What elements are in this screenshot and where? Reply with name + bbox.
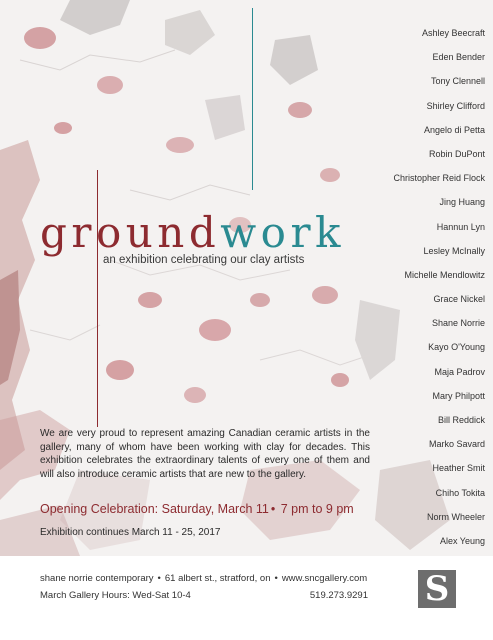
artist-name: Lesley McInally bbox=[423, 245, 485, 256]
opening-date: Saturday, March 11 bbox=[161, 502, 269, 516]
exhibition-title bbox=[40, 208, 345, 257]
opening-label: Opening Celebration: bbox=[40, 502, 159, 516]
artist-name: Shane Norrie bbox=[431, 318, 485, 329]
artist-name: Marko Savard bbox=[428, 439, 485, 450]
opening-celebration bbox=[40, 502, 354, 516]
artist-name: Mary Philpott bbox=[432, 390, 485, 401]
artist-list bbox=[393, 27, 485, 556]
gallery-logo bbox=[418, 570, 456, 608]
gallery-phone: 519.273.9291 bbox=[309, 590, 368, 601]
logo-letter: S bbox=[424, 569, 450, 609]
bullet-separator: • bbox=[157, 573, 161, 584]
artist-name: Eden Bender bbox=[432, 52, 485, 63]
gallery-website-link[interactable]: www.sncgallery.com bbox=[281, 573, 368, 584]
artist-name: Heather Smit bbox=[432, 463, 485, 474]
gallery-address: 61 albert st., stratford, on bbox=[164, 573, 271, 584]
title-work: work bbox=[220, 208, 345, 257]
artist-name: Michelle Mendlowitz bbox=[404, 269, 485, 280]
bullet-separator: • bbox=[270, 502, 276, 516]
artist-name: Norm Wheeler bbox=[426, 511, 485, 522]
artist-name: Hannun Lyn bbox=[436, 221, 485, 232]
gallery-hours: March Gallery Hours: Wed-Sat 10-4 bbox=[40, 590, 191, 601]
artist-name: Christopher Reid Flock bbox=[393, 173, 485, 184]
artist-name: Maja Padrov bbox=[434, 366, 485, 377]
artist-name: Tony Clennell bbox=[430, 76, 485, 87]
artist-name: Grace Nickel bbox=[433, 294, 485, 305]
opening-time: 7 pm to 9 pm bbox=[280, 502, 354, 516]
intro-paragraph: We are very proud to represent amazing Canadian ceramic artists in the gallery, many of whom have been working with clay for decades. This exhibition celebrates the extraordinary talents of every one of them and will also introduce ceramic artists that are new to the gallery. bbox=[40, 428, 370, 480]
artist-name: Chiho Tokita bbox=[435, 487, 485, 498]
artist-name: Shirley Clifford bbox=[426, 100, 485, 111]
artist-name: Ashley Beecraft bbox=[421, 28, 485, 38]
title-ground: ground bbox=[40, 208, 221, 257]
exhibition-dates: Exhibition continues March 11 - 25, 2017 bbox=[40, 527, 221, 538]
artist-name: Kayo O'Young bbox=[428, 342, 485, 353]
artist-name: Robin DuPont bbox=[428, 148, 485, 159]
artist-name: Bill Reddick bbox=[437, 415, 485, 425]
artist-name: Alex Yeung bbox=[439, 535, 485, 546]
footer-contact-line bbox=[40, 573, 367, 584]
artist-name: Angelo di Petta bbox=[423, 124, 485, 135]
bullet-separator: • bbox=[274, 573, 278, 584]
teal-vertical-line bbox=[252, 8, 253, 190]
artist-name: Jing Huang bbox=[439, 197, 485, 208]
gallery-name: shane norrie contemporary bbox=[40, 573, 154, 584]
exhibition-subtitle: an exhibition celebrating our clay artists bbox=[103, 254, 305, 266]
